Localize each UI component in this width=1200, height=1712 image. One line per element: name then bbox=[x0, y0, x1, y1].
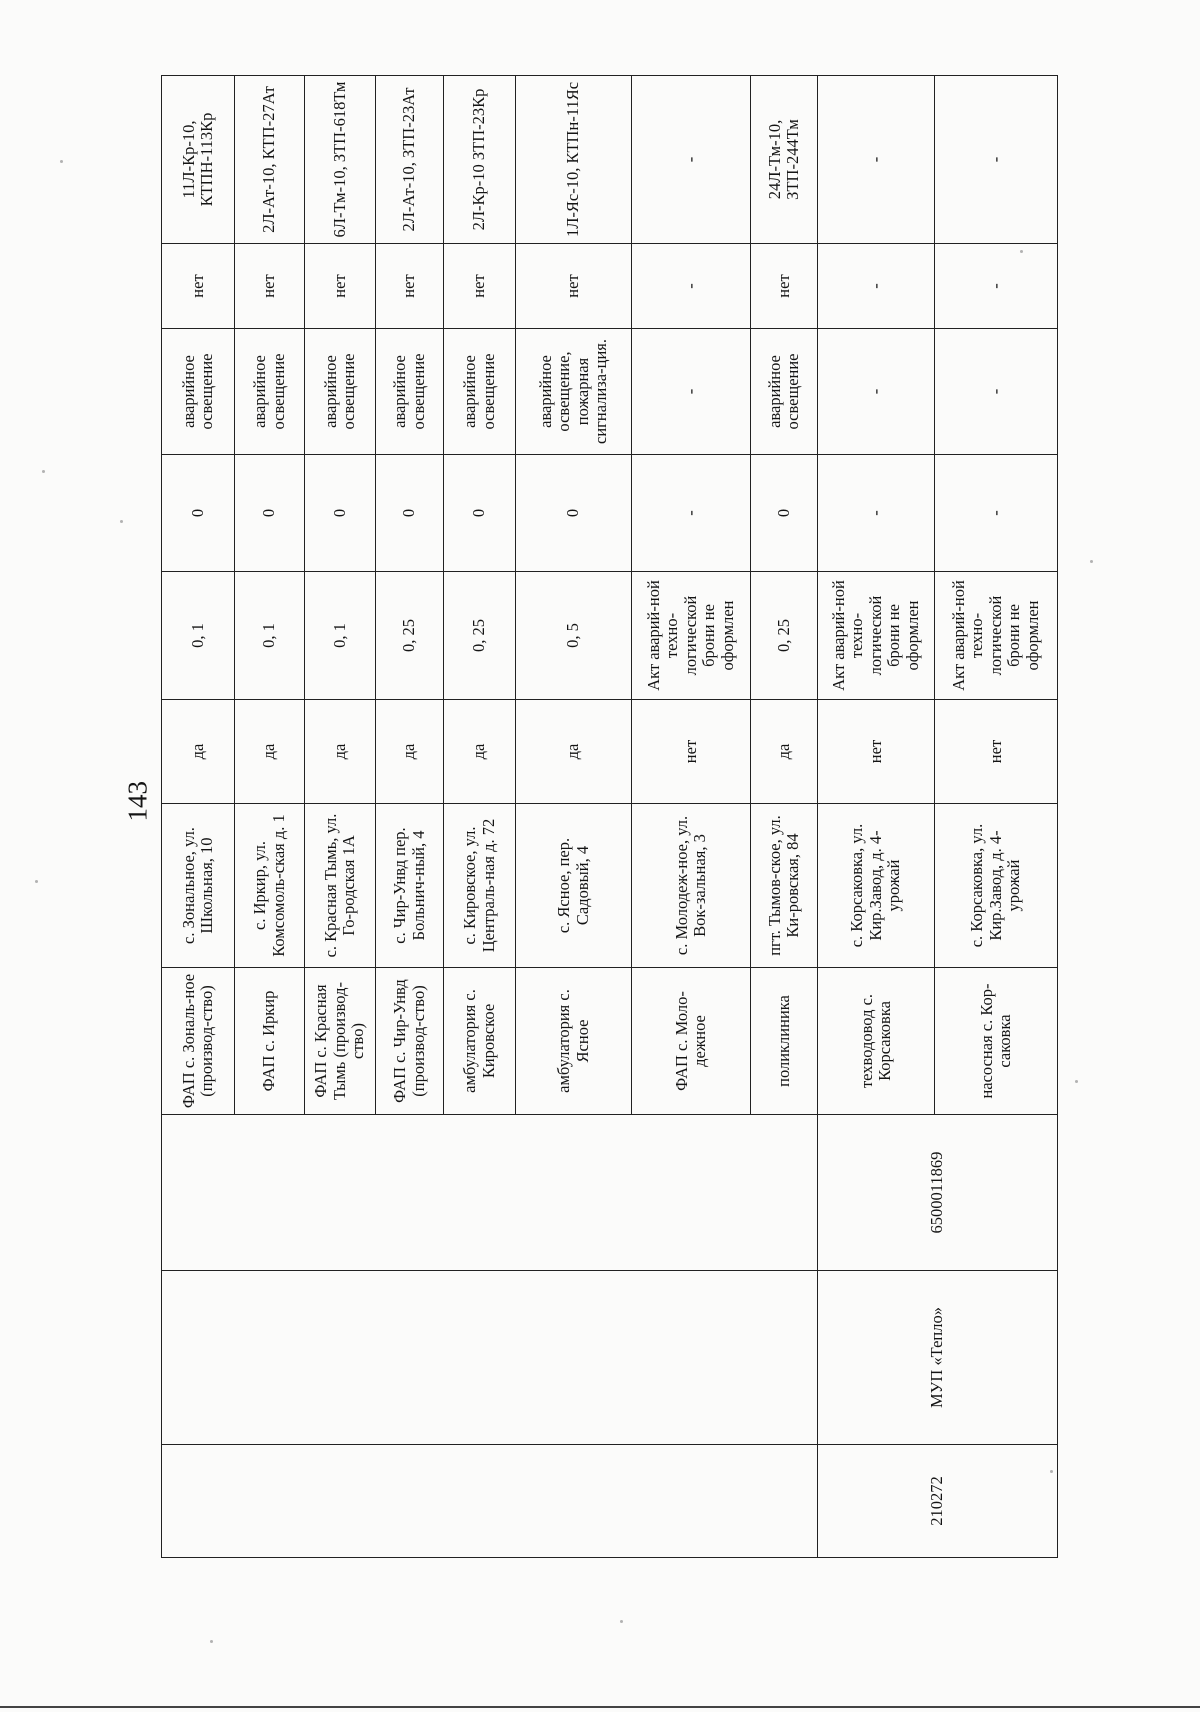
scan-speck bbox=[35, 880, 38, 883]
cell-col-b: 0, 25 bbox=[751, 572, 818, 700]
scan-speck bbox=[210, 1640, 213, 1643]
object-address: с. Красная Тымь, ул. Го-родская 1А bbox=[305, 804, 376, 968]
cell-col-c: 0 bbox=[516, 455, 632, 572]
cell-col-d: аварийное освещение bbox=[235, 329, 305, 455]
cell-col-e: нет bbox=[444, 244, 516, 329]
cell-col-e: - bbox=[818, 244, 935, 329]
cell-col-d: аварийное освещение bbox=[751, 329, 818, 455]
cell-col-e: нет bbox=[376, 244, 444, 329]
code-cell-blank bbox=[162, 1445, 818, 1558]
scan-speck bbox=[60, 160, 63, 163]
object-name: ФАП с. Чир-Унвд (производ-ство) bbox=[376, 968, 444, 1115]
cell-col-d: аварийное освещение, пожарная сигнализа-ция. bbox=[516, 329, 632, 455]
cell-col-a: нет bbox=[632, 700, 751, 804]
page-number: 143 bbox=[122, 781, 153, 822]
object-name: техводовод с. Корсаковка bbox=[818, 968, 935, 1115]
object-address: с. Корсаковка, ул. Кир.Завод, д. 4-урожай bbox=[935, 804, 1058, 968]
object-address: с. Корсаковка, ул. Кир.Завод, д. 4-урожай bbox=[818, 804, 935, 968]
object-name: насосная с. Кор-саковка bbox=[935, 968, 1058, 1115]
cell-col-a: да bbox=[751, 700, 818, 804]
org-name-cell-blank bbox=[162, 1271, 818, 1445]
cell-col-a: нет bbox=[935, 700, 1058, 804]
cell-col-e: нет bbox=[516, 244, 632, 329]
cell-col-c: 0 bbox=[162, 455, 235, 572]
cell-col-b: 0, 1 bbox=[162, 572, 235, 700]
cell-col-b: 0, 1 bbox=[305, 572, 376, 700]
data-table bbox=[161, 75, 1058, 1558]
cell-col-d: аварийное освещение bbox=[444, 329, 516, 455]
org-name: МУП «Тепло» bbox=[818, 1271, 1058, 1445]
object-address: с. Кировское, ул. Централь-ная д. 72 bbox=[444, 804, 516, 968]
object-name: ФАП с. Иркир bbox=[235, 968, 305, 1115]
cell-col-e: - bbox=[632, 244, 751, 329]
cell-col-a: да bbox=[235, 700, 305, 804]
scan-speck bbox=[1020, 250, 1023, 253]
object-address: с. Ясное, пер. Садовый, 4 bbox=[516, 804, 632, 968]
cell-col-c: - bbox=[818, 455, 935, 572]
cell-col-a: да bbox=[444, 700, 516, 804]
object-address: с. Иркир, ул. Комсомоль-ская д. 1 bbox=[235, 804, 305, 968]
cell-col-f: 2Л-Ат-10, КТП-27Ат bbox=[235, 76, 305, 244]
cell-col-a: да bbox=[162, 700, 235, 804]
scan-speck bbox=[1075, 1080, 1078, 1083]
scan-speck bbox=[42, 470, 45, 473]
cell-col-d: - bbox=[818, 329, 935, 455]
object-name: ФАП с. Зональ-ное (производ-ство) bbox=[162, 968, 235, 1115]
cell-col-b: 0, 1 bbox=[235, 572, 305, 700]
cell-col-c: 0 bbox=[444, 455, 516, 572]
cell-col-c: 0 bbox=[305, 455, 376, 572]
scan-speck bbox=[1090, 560, 1093, 563]
cell-col-e: нет bbox=[305, 244, 376, 329]
object-name: ФАП с. Красная Тымь (производ-ство) bbox=[305, 968, 376, 1115]
object-address: пгт. Тымов-ское, ул. Ки-ровская, 84 bbox=[751, 804, 818, 968]
cell-col-b: Акт аварий-ной техно-логической брони не оформлен bbox=[935, 572, 1058, 700]
cell-col-b: Акт аварий-ной техно-логической брони не оформлен bbox=[632, 572, 751, 700]
cell-col-c: 0 bbox=[751, 455, 818, 572]
cell-col-e: нет bbox=[235, 244, 305, 329]
cell-col-f: - bbox=[935, 76, 1058, 244]
cell-col-c: - bbox=[632, 455, 751, 572]
cell-col-f: 2Л-Кр-10 ЗТП-23Кр bbox=[444, 76, 516, 244]
object-name: амбулатория с. Кировское bbox=[444, 968, 516, 1115]
scan-speck bbox=[620, 1620, 623, 1623]
scan-speck bbox=[1050, 1470, 1053, 1473]
rotated-table-wrapper bbox=[161, 76, 1057, 1558]
cell-col-f: 2Л-Ат-10, ЗТП-23Ат bbox=[376, 76, 444, 244]
cell-col-f: 1Л-Яс-10, КТПн-11Яс bbox=[516, 76, 632, 244]
cell-col-a: нет bbox=[818, 700, 935, 804]
object-address: с. Молодеж-ное, ул. Вок-зальная, 3 bbox=[632, 804, 751, 968]
cell-col-f: 24Л-Тм-10, ЗТП-244Тм bbox=[751, 76, 818, 244]
cell-col-d: - bbox=[632, 329, 751, 455]
cell-col-c: - bbox=[935, 455, 1058, 572]
cell-col-d: аварийное освещение bbox=[162, 329, 235, 455]
cell-col-b: 0, 5 bbox=[516, 572, 632, 700]
cell-col-a: да bbox=[516, 700, 632, 804]
cell-col-a: да bbox=[305, 700, 376, 804]
cell-col-f: - bbox=[632, 76, 751, 244]
cell-col-d: аварийное освещение bbox=[376, 329, 444, 455]
cell-col-c: 0 bbox=[376, 455, 444, 572]
cell-col-b: Акт аварий-ной техно-логической брони не оформлен bbox=[818, 572, 935, 700]
cell-col-e: нет bbox=[751, 244, 818, 329]
cell-col-b: 0, 25 bbox=[444, 572, 516, 700]
scan-edge-line bbox=[0, 1706, 1200, 1708]
cell-col-c: 0 bbox=[235, 455, 305, 572]
cell-col-f: 6Л-Тм-10, ЗТП-618Тм bbox=[305, 76, 376, 244]
object-address: с. Чир-Унвд пер. Больнич-ный, 4 bbox=[376, 804, 444, 968]
inn-cell-blank bbox=[162, 1115, 818, 1271]
cell-col-d: аварийное освещение bbox=[305, 329, 376, 455]
cell-col-f: 11Л-Кр-10, КТПН-113Кр bbox=[162, 76, 235, 244]
cell-col-b: 0, 25 bbox=[376, 572, 444, 700]
cell-col-d: - bbox=[935, 329, 1058, 455]
org-code: 210272 bbox=[818, 1445, 1058, 1558]
scan-speck bbox=[120, 520, 123, 523]
object-name: ФАП с. Моло-дежное bbox=[632, 968, 751, 1115]
object-name: амбулатория с. Ясное bbox=[516, 968, 632, 1115]
cell-col-f: - bbox=[818, 76, 935, 244]
object-address: с. Зональное, ул. Школьная, 10 bbox=[162, 804, 235, 968]
cell-col-a: да bbox=[376, 700, 444, 804]
org-inn: 6500011869 bbox=[818, 1115, 1058, 1271]
object-name: поликлиника bbox=[751, 968, 818, 1115]
cell-col-e: - bbox=[935, 244, 1058, 329]
cell-col-e: нет bbox=[162, 244, 235, 329]
